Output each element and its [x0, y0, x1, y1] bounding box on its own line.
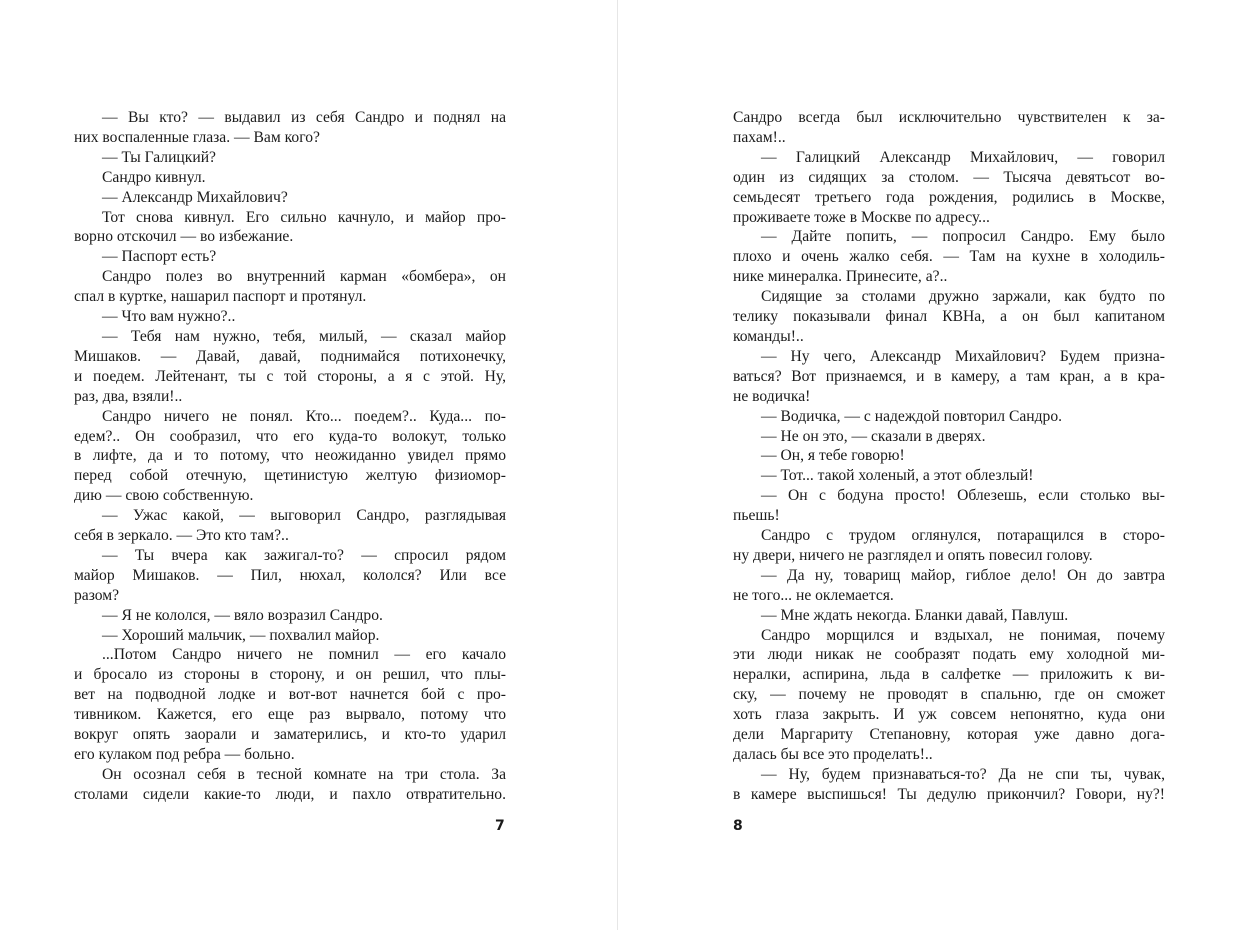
text-line: — Не он это, — сказали в дверях. [761, 427, 986, 445]
text-line: пахам!.. [733, 128, 786, 146]
text-line: себя в зеркало. — Это кто там?.. [74, 527, 289, 545]
text-line: — Александр Михайлович? [102, 188, 288, 206]
text-line: вет на подводной лодке и вот-вот начнется бой с про- [74, 686, 506, 704]
text-line: пьешь! [733, 507, 780, 525]
text-line: телику показывали финал КВНа, а он был капитаном [733, 308, 1165, 326]
text-line: ну двери, ничего не разглядел и опять повесил голову. [733, 546, 1093, 564]
text-line: — Водичка, — с надеждой повторил Сандро. [761, 407, 1063, 425]
right-page [733, 108, 1165, 805]
text-line: — Паспорт есть? [102, 248, 217, 266]
text-line: в лифте, да и то потому, что неожиданно увидел прямо [74, 447, 506, 465]
text-line: в камере выспишься! Ты дедулю прикончил? Говори, ну?! [733, 785, 1165, 803]
page-number-right: 8 [733, 818, 743, 834]
text-line: — Ну, будем признаваться-то? Да не спи ты, чувак, [761, 765, 1165, 783]
text-line: — Он, я тебе говорю! [761, 447, 905, 465]
text-line: проживаете тоже в Москве по адресу... [733, 208, 990, 226]
text-line: ваться? Вот признаемся, и в камеру, а там кран, а в кра- [733, 367, 1165, 385]
text-line: команды!.. [733, 327, 804, 345]
text-line: разом? [74, 586, 120, 604]
text-line: плохо и очень жалко себя. — Там на кухне в холодиль- [733, 248, 1165, 266]
text-line: — Мне ждать некогда. Бланки давай, Павлуш. [761, 606, 1069, 624]
text-line: один из сидящих за столом. — Тысяча девятьсот во- [733, 168, 1165, 186]
page-number-left: 7 [495, 818, 505, 834]
text-line: — Хороший мальчик, — похвалил майор. [102, 626, 380, 644]
text-line: — Ты Галицкий? [102, 148, 216, 166]
text-line: — Дайте попить, — попросил Сандро. Ему было [761, 228, 1165, 246]
text-line: — Ты вчера как зажигал-то? — спросил рядом [102, 546, 506, 564]
text-line: них воспаленные глаза. — Вам кого? [74, 128, 320, 146]
text-line: Сандро всегда был исключительно чувствителен к за- [733, 109, 1165, 126]
text-line: семьдесят третьего года рождения, родились в Москве, [733, 188, 1165, 206]
text-line: — Я не кололся, — вяло возразил Сандро. [102, 606, 383, 624]
text-line: — Да ну, товарищ майор, гиблое дело! Он до завтра [761, 566, 1165, 584]
text-line: — Ну чего, Александр Михайлович? Будем призна- [761, 347, 1165, 365]
text-line: — Тот... такой холеный, а этот облезлый! [761, 467, 1034, 485]
text-line: Сандро с трудом оглянулся, потаращился в сторо- [761, 527, 1165, 545]
text-line: Тот снова кивнул. Его сильно качнуло, и майор про- [102, 208, 506, 226]
text-line: эти люди никак не сообразят подать ему холодной ми- [733, 646, 1165, 664]
text-line: столами сидели какие-то люди, и пахло отвратительно. [74, 785, 506, 803]
text-line: Мишаков. — Давай, давай, поднимайся потихонечку, [74, 347, 506, 365]
text-line: едем?.. Он сообразил, что его куда-то волокут, только [74, 427, 506, 445]
text-line: перед собой отечную, щетинистую желтую физиомор- [74, 467, 506, 485]
text-line: — Вы кто? — выдавил из себя Сандро и поднял на [102, 109, 506, 126]
text-line: ...Потом Сандро ничего не помнил — его качало [102, 646, 506, 664]
text-line: — Ужас какой, — выговорил Сандро, разглядывая [102, 507, 506, 525]
text-line: и бросало из стороны в сторону, и он решил, что плы- [74, 666, 506, 684]
text-line: не того... не оклемается. [733, 586, 894, 604]
text-line: — Тебя нам нужно, тебя, милый, — сказал майор [102, 327, 506, 345]
text-line: раз, два, взяли!.. [74, 387, 183, 405]
text-line: дели Маргариту Степановну, которая уже давно дога- [733, 726, 1165, 744]
text-line: не водичка! [733, 387, 811, 405]
text-line: и поедем. Лейтенант, ты с той стороны, а я с этой. Ну, [74, 367, 506, 385]
text-line: дию — свою собственную. [74, 487, 254, 505]
text-line: нералки, аспирина, льда в салфетке — приложить к ви- [733, 666, 1165, 684]
text-line: Сандро кивнул. [102, 168, 206, 186]
page-gutter [617, 0, 618, 930]
text-line: Сидящие за столами дружно заржали, как будто по [761, 288, 1165, 306]
text-line: — Галицкий Александр Михайлович, — говорил [761, 148, 1165, 166]
text-line: Он осознал себя в тесной комнате на три стола. За [102, 765, 506, 783]
left-page [74, 108, 506, 805]
text-line: его кулаком под ребра — больно. [74, 746, 295, 763]
text-line: майор Мишаков. — Пил, нюхал, кололся? Или все [74, 566, 506, 584]
text-line: ворно отскочил — во избежание. [74, 228, 294, 246]
text-line: вокруг опять заорали и заматерились, и кто-то ударил [74, 726, 506, 744]
text-line: Сандро полез во внутренний карман «бомбера», он [102, 268, 506, 286]
text-line: Сандро морщился и вздыхал, не понимая, почему [761, 626, 1165, 644]
text-line: нике минералка. Принесите, а?.. [733, 268, 948, 286]
text-line: — Он с бодуна просто! Облезешь, если столько вы- [761, 487, 1165, 505]
text-line: спал в куртке, нашарил паспорт и протянул. [74, 288, 367, 306]
text-line: хоть глаза закрыть. И уж совсем непонятно, куда они [733, 706, 1165, 724]
text-line: ску, — почему не проводят в спальню, где он сможет [733, 686, 1165, 704]
text-line: Сандро ничего не понял. Кто... поедем?.. Куда... по- [102, 407, 506, 425]
text-line: далась бы все это проделать!.. [733, 746, 933, 763]
text-line: тивником. Кажется, его еще раз вырвало, потому что [74, 706, 506, 724]
text-line: — Что вам нужно?.. [102, 308, 236, 326]
